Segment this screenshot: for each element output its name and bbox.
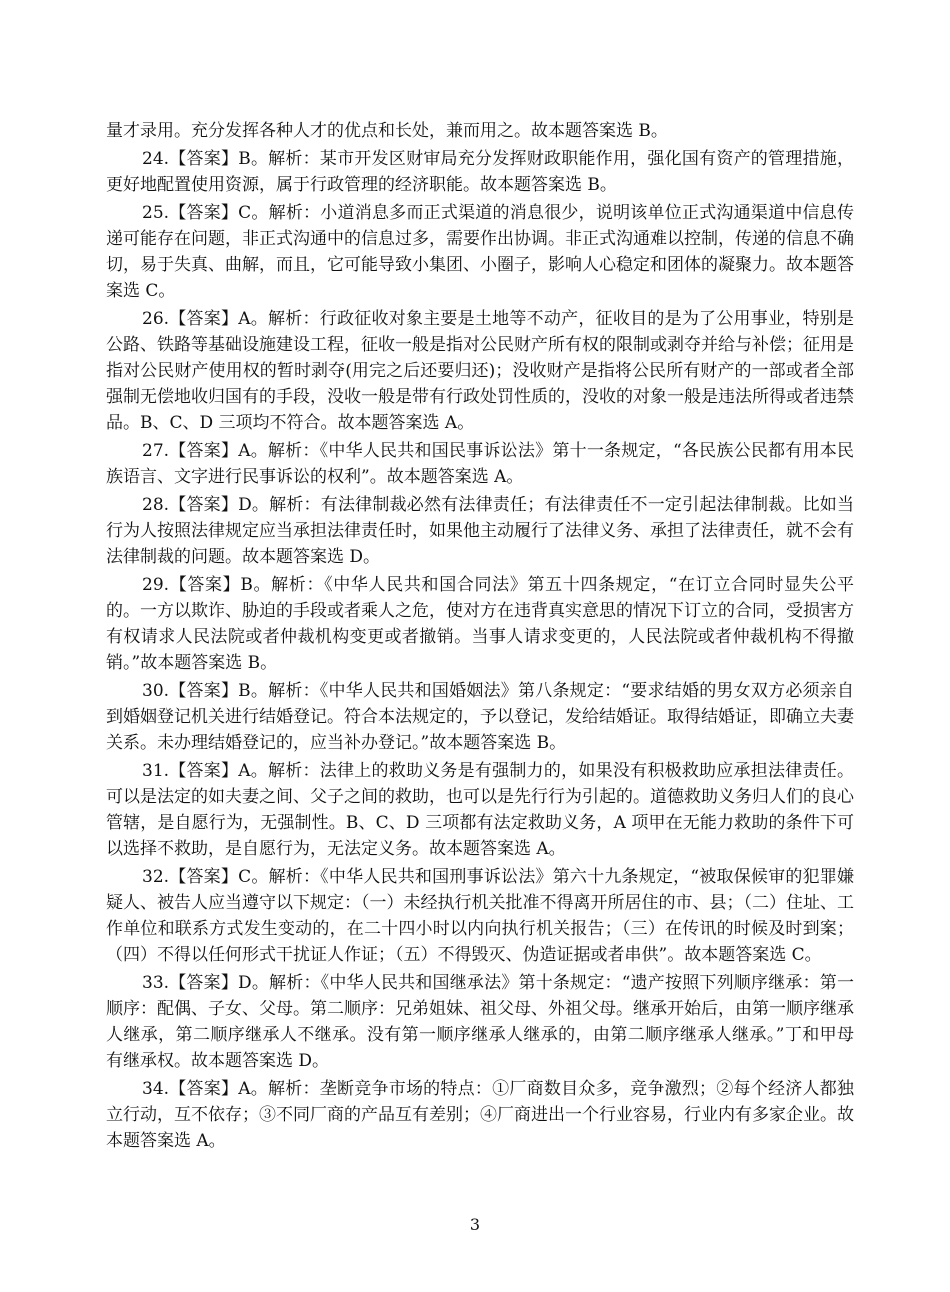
answer-28: 28.【答案】D。解析：有法律制裁必然有法律责任；有法律责任不一定引起法律制裁。比如当行为人按照法律规定应当承担法律责任时，如果他主动履行了法律义务、承担了法律责任，就不会有法律制裁的问题。故本题答案选 D。 <box>106 495 854 567</box>
answer-32: 32.【答案】C。解析：《中华人民共和国刑事诉讼法》第六十九条规定，“被取保候审的犯罪嫌疑人、被告人应当遵守以下规定：（一）未经执行机关批准不得离开所居住的市、县；（二）住址、工作单位和联系方式发生变动的，在二十四小时以内向执行机关报告；（三）在传讯的时候及时到案；（四）不得以任何形式干扰证人作证；（五）不得毁灭、伪造证据或者串供”。故本题答案选 C。 <box>106 867 854 965</box>
answer-34: 34.【答案】A。解析：垄断竞争市场的特点：①厂商数目众多，竞争激烈；②每个经济人都独立行动，互不依存；③不同厂商的产品互有差别；④厂商进出一个行业容易，行业内有多家企业。故本题答案选 A。 <box>106 1079 854 1151</box>
answer-30: 30.【答案】B。解析：《中华人民共和国婚姻法》第八条规定：“要求结婚的男女双方必须亲自到婚姻登记机关进行结婚登记。符合本法规定的，予以登记，发给结婚证。取得结婚证，即确立夫妻关系。未办理结婚登记的，应当补办登记。”故本题答案选 B。 <box>106 681 854 753</box>
answer-25: 25.【答案】C。解析：小道消息多而正式渠道的消息很少，说明该单位正式沟通渠道中信息传递可能存在问题，非正式沟通中的信息过多，需要作出协调。非正式沟通难以控制，传递的信息不确切，易于失真、曲解，而且，它可能导致小集团、小圈子，影响人心稳定和团体的凝聚力。故本题答案选 C。 <box>106 203 854 301</box>
answer-26: 26.【答案】A。解析：行政征收对象主要是土地等不动产，征收目的是为了公用事业，特别是公路、铁路等基础设施建设工程，征收一般是指对公民财产所有权的限制或剥夺并给与补偿；征用是指对公民财产使用权的暂时剥夺(用完之后还要归还)；没收财产是指将公民所有财产的一部或者全部强制无偿地收归国有的手段，没收一般是带有行政处罚性质的，没收的对象一般是违法所得或者违禁品。B、C、D 三项均不符合。故本题答案选 A。 <box>106 309 854 433</box>
answer-27: 27.【答案】A。解析：《中华人民共和国民事诉讼法》第十一条规定，“各民族公民都有用本民族语言、文字进行民事诉讼的权利”。故本题答案选 A。 <box>106 441 854 487</box>
page-number: 3 <box>469 1215 481 1234</box>
answer-29: 29.【答案】B。解析：《中华人民共和国合同法》第五十四条规定，“在订立合同时显失公平的。一方以欺诈、胁迫的手段或者乘人之危，使对方在违背真实意思的情况下订立的合同，受损害方有权请求人民法院或者仲裁机构变更或者撤销。当事人请求变更的，人民法院或者仲裁机构不得撤销。”故本题答案选 B。 <box>106 575 854 673</box>
answer-31: 31.【答案】A。解析：法律上的救助义务是有强制力的，如果没有积极救助应承担法律责任。可以是法定的如夫妻之间、父子之间的救助，也可以是先行行为引起的。道德救助义务归人们的良心管辖，是自愿行为，无强制性。B、C、D 三项都有法定救助义务，A 项甲在无能力救助的条件下可以选择不救助，是自愿行为，无法定义务。故本题答案选 A。 <box>106 761 854 859</box>
paragraph-continuation: 量才录用。充分发挥各种人才的优点和长处，兼而用之。故本题答案选 B。 <box>106 121 668 141</box>
answer-33: 33.【答案】D。解析：《中华人民共和国继承法》第十条规定：“遗产按照下列顺序继承：第一顺序：配偶、子女、父母。第二顺序：兄弟姐妹、祖父母、外祖父母。继承开始后，由第一顺序继承人继承，第二顺序继承人不继承。没有第一顺序继承人继承的，由第二顺序继承人继承。”丁和甲母有继承权。故本题答案选 D。 <box>106 973 854 1071</box>
answer-24: 24.【答案】B。解析：某市开发区财审局充分发挥财政职能作用，强化国有资产的管理措施，更好地配置使用资源，属于行政管理的经济职能。故本题答案选 B。 <box>106 149 854 195</box>
page-body <box>106 118 854 1156</box>
